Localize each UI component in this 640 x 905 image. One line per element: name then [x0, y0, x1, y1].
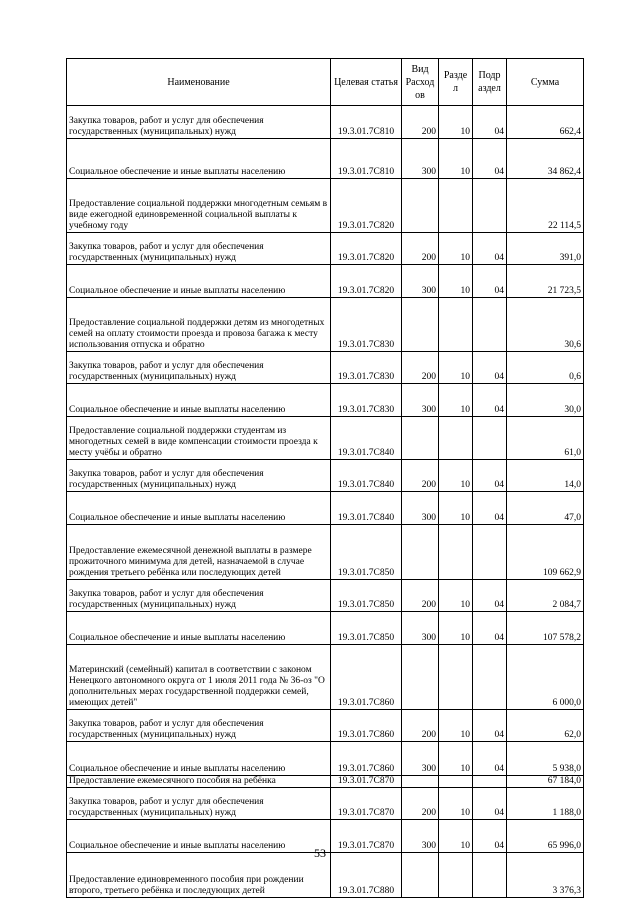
row-section: 10	[439, 612, 473, 645]
row-target-code: 19.3.01.7С860	[331, 742, 402, 776]
row-section: 10	[439, 788, 473, 820]
table-row	[67, 525, 584, 580]
row-kind: 300	[402, 492, 439, 525]
row-kind: 200	[402, 710, 439, 742]
table-row	[67, 233, 584, 265]
row-section: 10	[439, 492, 473, 525]
row-subsection: 04	[473, 384, 507, 417]
row-sum: 1 188,0	[507, 788, 584, 820]
row-name: Закупка товаров, работ и услуг для обеспечения государственных (муниципальных) нужд	[67, 352, 331, 384]
row-target-code: 19.3.01.7С850	[331, 580, 402, 612]
row-kind: 300	[402, 265, 439, 298]
row-target-code: 19.3.01.7С830	[331, 298, 402, 352]
table-row	[67, 492, 584, 525]
header-section: Разде л	[439, 59, 473, 106]
row-sum: 0,6	[507, 352, 584, 384]
row-subsection: 04	[473, 106, 507, 139]
budget-table-container	[66, 58, 584, 898]
row-subsection: 04	[473, 710, 507, 742]
row-subsection: 04	[473, 139, 507, 179]
row-sum: 22 114,5	[507, 179, 584, 233]
row-subsection	[473, 417, 507, 460]
row-section: 10	[439, 139, 473, 179]
row-section: 10	[439, 820, 473, 853]
row-sum: 30,0	[507, 384, 584, 417]
page-number: 53	[314, 846, 326, 860]
row-name: Социальное обеспечение и иные выплаты населению	[67, 139, 331, 179]
row-section: 10	[439, 384, 473, 417]
row-name: Социальное обеспечение и иные выплаты населению	[67, 742, 331, 776]
row-section: 10	[439, 106, 473, 139]
header-target: Целевая статья	[331, 59, 402, 106]
row-subsection: 04	[473, 352, 507, 384]
row-name: Социальное обеспечение и иные выплаты населению	[67, 492, 331, 525]
row-section	[439, 179, 473, 233]
row-kind: 200	[402, 460, 439, 492]
row-name: Предоставление ежемесячной денежной выплаты в размере прожиточного минимума для детей, назначаемой в случае рождения третьего ребёнка или последующих детей	[67, 525, 331, 580]
header-row	[67, 59, 584, 106]
row-kind: 300	[402, 820, 439, 853]
row-subsection: 04	[473, 460, 507, 492]
row-kind: 300	[402, 384, 439, 417]
row-target-code: 19.3.01.7С880	[331, 853, 402, 898]
row-subsection	[473, 645, 507, 710]
row-sum: 2 084,7	[507, 580, 584, 612]
row-sum: 62,0	[507, 710, 584, 742]
table-row	[67, 460, 584, 492]
row-target-code: 19.3.01.7С830	[331, 352, 402, 384]
table-row	[67, 265, 584, 298]
row-name: Предоставление ежемесячного пособия на ребёнка	[67, 776, 331, 788]
row-kind: 200	[402, 580, 439, 612]
row-target-code: 19.3.01.7С860	[331, 710, 402, 742]
row-section: 10	[439, 233, 473, 265]
table-row	[67, 106, 584, 139]
row-kind: 300	[402, 139, 439, 179]
row-subsection	[473, 525, 507, 580]
row-target-code: 19.3.01.7С840	[331, 492, 402, 525]
row-target-code: 19.3.01.7С820	[331, 265, 402, 298]
row-subsection: 04	[473, 233, 507, 265]
row-section: 10	[439, 460, 473, 492]
row-section	[439, 417, 473, 460]
row-sum: 30,6	[507, 298, 584, 352]
row-subsection: 04	[473, 612, 507, 645]
row-section	[439, 525, 473, 580]
row-name: Материнский (семейный) капитал в соответствии с законом Ненецкого автономного округа от 1 июля 2011 года № 36-оз "О дополнительных мерах государственной поддержки семей, имеющих детей"	[67, 645, 331, 710]
row-sum: 67 184,0	[507, 776, 584, 788]
row-name: Предоставление единовременного пособия при рождении второго, третьего ребёнка и последующих детей	[67, 853, 331, 898]
row-name: Закупка товаров, работ и услуг для обеспечения государственных (муниципальных) нужд	[67, 580, 331, 612]
row-kind: 300	[402, 742, 439, 776]
row-sum: 109 662,9	[507, 525, 584, 580]
row-section: 10	[439, 352, 473, 384]
row-section	[439, 298, 473, 352]
row-subsection	[473, 776, 507, 788]
row-target-code: 19.3.01.7С830	[331, 384, 402, 417]
row-target-code: 19.3.01.7С840	[331, 417, 402, 460]
row-target-code: 19.3.01.7С820	[331, 233, 402, 265]
row-sum: 14,0	[507, 460, 584, 492]
row-section: 10	[439, 265, 473, 298]
row-name: Закупка товаров, работ и услуг для обеспечения государственных (муниципальных) нужд	[67, 460, 331, 492]
row-kind	[402, 298, 439, 352]
row-name: Предоставление социальной поддержки многодетным семьям в виде ежегодной единовременной социальной выплаты к учебному году	[67, 179, 331, 233]
row-sum: 391,0	[507, 233, 584, 265]
table-row	[67, 710, 584, 742]
row-sum: 21 723,5	[507, 265, 584, 298]
row-name: Предоставление социальной поддержки детям из многодетных семей на оплату стоимости проезда и провоза багажа к месту использования отпуска и обратно	[67, 298, 331, 352]
header-name: Наименование	[67, 59, 331, 106]
row-kind: 200	[402, 233, 439, 265]
row-name: Закупка товаров, работ и услуг для обеспечения государственных (муниципальных) нужд	[67, 106, 331, 139]
row-kind: 200	[402, 352, 439, 384]
row-name: Социальное обеспечение и иные выплаты населению	[67, 820, 331, 853]
row-name: Закупка товаров, работ и услуг для обеспечения государственных (муниципальных) нужд	[67, 233, 331, 265]
row-sum: 61,0	[507, 417, 584, 460]
row-section	[439, 645, 473, 710]
row-target-code: 19.3.01.7С870	[331, 776, 402, 788]
row-subsection: 04	[473, 492, 507, 525]
table-row	[67, 352, 584, 384]
row-sum: 47,0	[507, 492, 584, 525]
row-sum: 6 000,0	[507, 645, 584, 710]
row-sum: 5 938,0	[507, 742, 584, 776]
row-kind: 200	[402, 788, 439, 820]
row-target-code: 19.3.01.7С840	[331, 460, 402, 492]
row-sum: 34 862,4	[507, 139, 584, 179]
row-name: Социальное обеспечение и иные выплаты населению	[67, 384, 331, 417]
row-subsection: 04	[473, 788, 507, 820]
row-target-code: 19.3.01.7С860	[331, 645, 402, 710]
row-sum: 65 996,0	[507, 820, 584, 853]
row-subsection: 04	[473, 265, 507, 298]
row-kind	[402, 776, 439, 788]
header-subsection: Подр аздел	[473, 59, 507, 106]
row-target-code: 19.3.01.7С820	[331, 179, 402, 233]
row-section: 10	[439, 580, 473, 612]
table-row	[67, 788, 584, 820]
row-target-code: 19.3.01.7С810	[331, 139, 402, 179]
row-name: Социальное обеспечение и иные выплаты населению	[67, 612, 331, 645]
row-sum: 662,4	[507, 106, 584, 139]
table-body	[67, 106, 584, 898]
row-name: Закупка товаров, работ и услуг для обеспечения государственных (муниципальных) нужд	[67, 710, 331, 742]
row-target-code: 19.3.01.7С850	[331, 525, 402, 580]
row-sum: 107 578,2	[507, 612, 584, 645]
row-name: Закупка товаров, работ и услуг для обеспечения государственных (муниципальных) нужд	[67, 788, 331, 820]
row-kind	[402, 179, 439, 233]
row-subsection	[473, 298, 507, 352]
table-row	[67, 612, 584, 645]
row-section: 10	[439, 742, 473, 776]
row-subsection: 04	[473, 580, 507, 612]
row-name: Предоставление социальной поддержки студентам из многодетных семей в виде компенсации стоимости проезда к месту учёбы и обратно	[67, 417, 331, 460]
table-row	[67, 298, 584, 352]
budget-table	[66, 58, 584, 898]
header-sum: Сумма	[507, 59, 584, 106]
table-row	[67, 776, 584, 788]
table-row	[67, 179, 584, 233]
row-name: Социальное обеспечение и иные выплаты населению	[67, 265, 331, 298]
row-target-code: 19.3.01.7С870	[331, 788, 402, 820]
row-section: 10	[439, 710, 473, 742]
table-row	[67, 417, 584, 460]
table-row	[67, 139, 584, 179]
row-kind: 200	[402, 106, 439, 139]
header-kind: Вид Расход ов	[402, 59, 439, 106]
row-subsection: 04	[473, 742, 507, 776]
row-subsection: 04	[473, 820, 507, 853]
row-target-code: 19.3.01.7С850	[331, 612, 402, 645]
row-kind	[402, 417, 439, 460]
row-kind	[402, 525, 439, 580]
row-kind: 300	[402, 612, 439, 645]
row-kind	[402, 645, 439, 710]
table-row	[67, 645, 584, 710]
table-row	[67, 580, 584, 612]
row-section	[439, 776, 473, 788]
table-row	[67, 742, 584, 776]
row-target-code: 19.3.01.7С810	[331, 106, 402, 139]
row-sum: 3 376,3	[507, 853, 584, 898]
row-subsection	[473, 179, 507, 233]
row-target-code: 19.3.01.7С870	[331, 820, 402, 853]
table-row	[67, 384, 584, 417]
